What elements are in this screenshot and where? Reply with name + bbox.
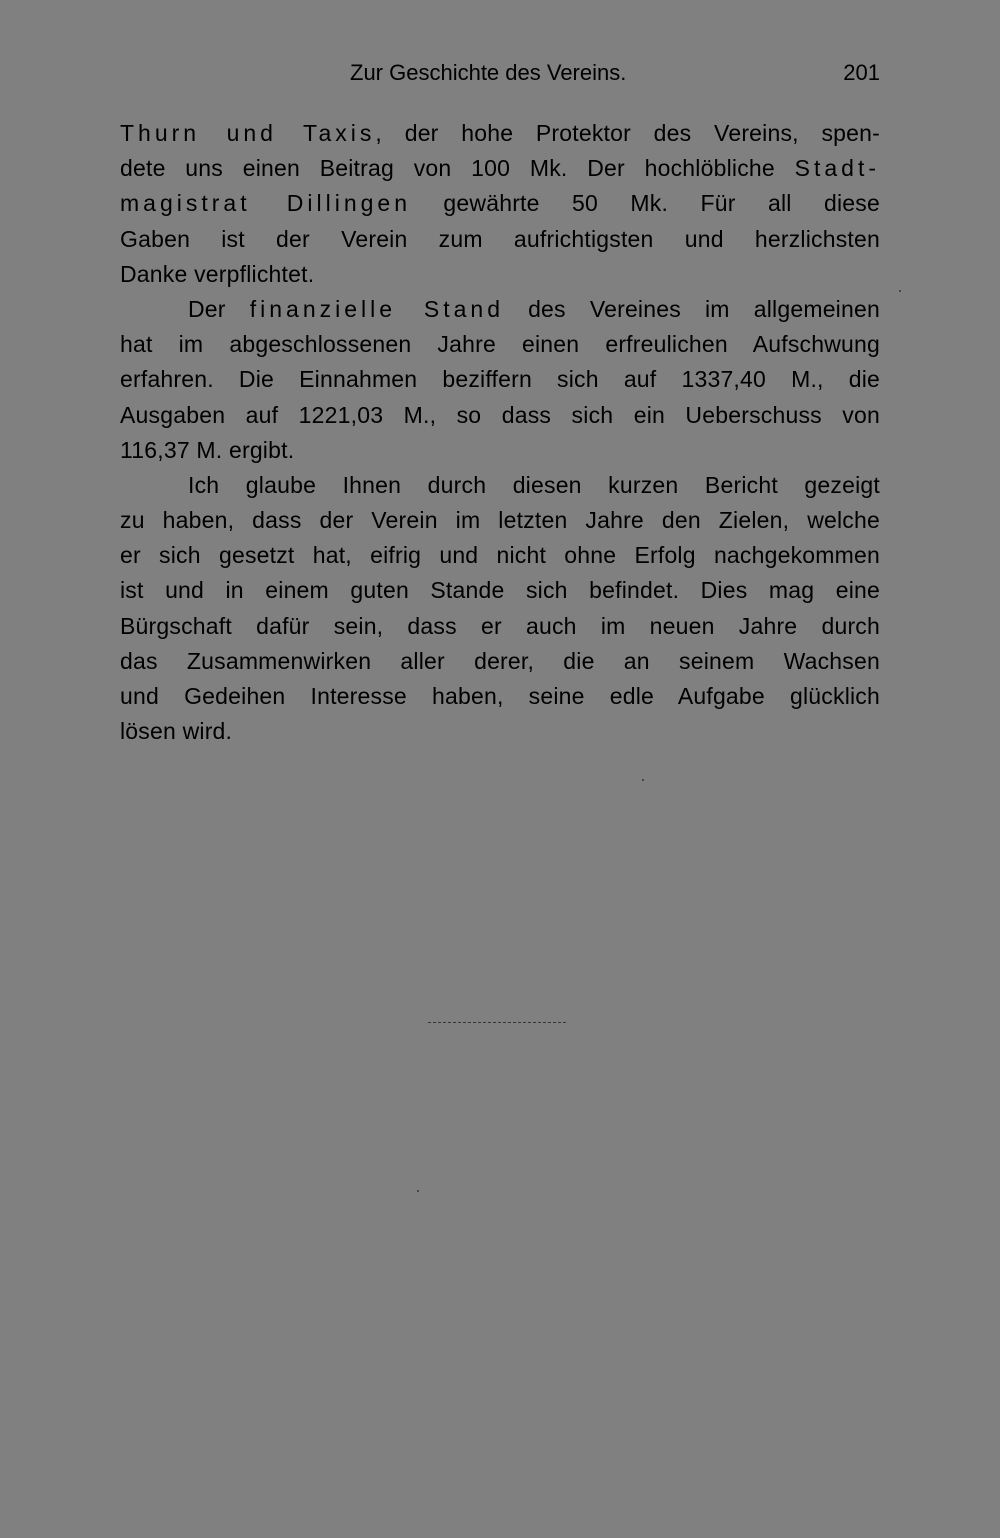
speck-mark: [417, 1190, 419, 1192]
text-line: [120, 398, 880, 433]
running-title: Zur Geschichte des Vereins.: [350, 60, 627, 85]
text-segment: erfahren. Die Einnahmen beziffern sich auf 1337,40 M., die: [120, 366, 880, 393]
text-segment: des Vereines im allgemeinen: [504, 295, 880, 322]
spaced-emphasis-text: magistrat Dillingen: [120, 190, 412, 217]
body-text: [120, 116, 880, 749]
speck-mark: [899, 290, 901, 292]
text-segment: Ausgaben auf 1221,03 M., so dass sich ein Ueberschuss von: [120, 401, 880, 428]
text-line: [120, 186, 880, 221]
text-line: [120, 503, 880, 538]
text-segment: 116,37 M. ergibt.: [120, 436, 295, 463]
text-line: [120, 257, 880, 292]
paragraph: [120, 468, 880, 750]
text-segment: er sich gesetzt hat, eifrig und nicht ohne Erfolg nachgekommen: [120, 542, 880, 569]
spaced-emphasis-text: finanzielle Stand: [249, 295, 504, 322]
text-line: [120, 327, 880, 362]
text-line: [120, 222, 880, 257]
text-segment: gewährte 50 Mk. Für all diese: [411, 190, 880, 217]
text-segment: , der hohe Protektor des Vereins, spen-: [375, 120, 880, 146]
text-line: [120, 292, 880, 327]
text-segment: und Gedeihen Interesse haben, seine edle Aufgabe glücklich: [120, 683, 880, 709]
text-segment: das Zusammenwirken aller derer, die an seinem Wachsen: [120, 647, 880, 674]
text-segment: Gaben ist der Verein zum aufrichtigsten und herzlichsten: [120, 225, 880, 252]
text-line: [120, 679, 880, 714]
text-line: [120, 714, 880, 749]
text-line: [120, 538, 880, 573]
text-line: [120, 362, 880, 397]
text-segment: hat im abgeschlossenen Jahre einen erfreulichen Aufschwung: [120, 331, 880, 358]
spaced-emphasis-text: Thurn und Taxis: [120, 120, 376, 146]
closing-rule: [428, 1022, 566, 1024]
text-line: [120, 116, 880, 151]
text-segment: Bürgschaft dafür sein, dass er auch im neuen Jahre durch: [120, 612, 880, 639]
paragraph: [120, 116, 880, 292]
text-segment: ist und in einem guten Stande sich befindet. Dies mag eine: [120, 577, 880, 604]
running-header: [120, 58, 880, 88]
text-line: [120, 644, 880, 679]
text-line: [120, 468, 880, 503]
text-line: [120, 609, 880, 644]
text-line: [120, 573, 880, 608]
spaced-emphasis-text: Stadt-: [794, 155, 880, 182]
text-segment: lösen wird.: [120, 718, 233, 745]
text-segment: dete uns einen Beitrag von 100 Mk. Der hochlöbliche: [120, 155, 795, 182]
text-segment: Ich glaube Ihnen durch diesen kurzen Bericht gezeigt: [188, 471, 880, 498]
text-segment: zu haben, dass der Verein im letzten Jahre den Zielen, welche: [120, 507, 880, 534]
text-line: [120, 151, 880, 186]
paragraph: [120, 292, 880, 468]
page-number: 201: [843, 60, 880, 85]
speck-mark: [642, 779, 644, 781]
text-segment: Danke verpflichtet.: [120, 260, 315, 287]
text-line: [120, 433, 880, 468]
text-segment: Der: [188, 295, 250, 322]
